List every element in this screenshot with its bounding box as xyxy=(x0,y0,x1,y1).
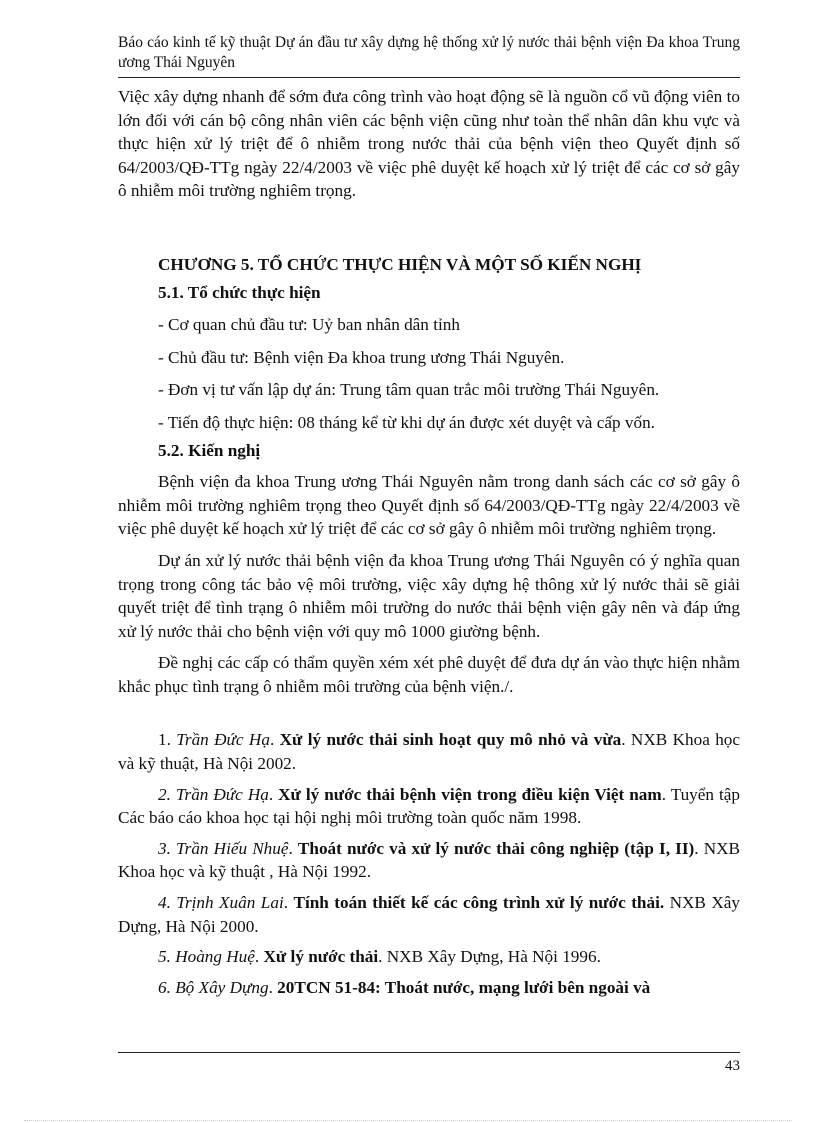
section-1-item: - Cơ quan chủ đầu tư: Uỷ ban nhân dân tỉnh xyxy=(158,315,460,335)
intro-paragraph: Việc xây dựng nhanh để sớm đưa công trình vào hoạt động sẽ là nguồn cổ vũ động viên to lớn đối với cán bộ công nhân viên các bệnh viện cũng như toàn thể nhân dân khu vực và thực hiện xử lý triệt để ô nhiễm trong nước thải của bệnh viện theo Quyết định số 64/2003/QĐ-TTg ngày 22/4/2003 về việc phê duyệt kế hoạch xử lý triệt để các cơ sở gây ô nhiễm môi trường nghiêm trọng. xyxy=(118,87,740,201)
section-2-title: 5.2. Kiến nghị xyxy=(158,440,261,460)
chapter-title: CHƯƠNG 5. TỔ CHỨC THỰC HIỆN VÀ MỘT SỐ KIẾN NGHỊ xyxy=(158,254,642,274)
page-edge-divider xyxy=(24,1120,792,1121)
reference-title: 20TCN 51-84: Thoát nước, mạng lưới bên ngoài và xyxy=(277,977,651,997)
page-number: 43 xyxy=(725,1058,740,1074)
reference-title: Xử lý nước thải bệnh viện trong điều kiện Việt nam xyxy=(278,784,662,804)
reference-item: 5. Hoàng Huệ. Xử lý nước thải. NXB Xây Dựng, Hà Nội 1996. xyxy=(158,947,601,967)
reference-item: 4. Trịnh Xuân Lai. Tính toán thiết kế các công trình xử lý nước thải. NXB Xây Dựng, Hà Nội 2000. xyxy=(118,893,740,936)
reference-number: 1. xyxy=(158,730,171,750)
reference-number: 6. xyxy=(158,977,171,997)
section-1-title: 5.1. Tổ chức thực hiện xyxy=(158,282,321,302)
reference-author: Trần Đức Hạ xyxy=(175,784,269,804)
section-1-item: - Tiến độ thực hiện: 08 tháng kể từ khi dự án được xét duyệt và cấp vốn. xyxy=(158,412,655,432)
reference-author: Trịnh Xuân Lai xyxy=(176,893,284,913)
header-rule xyxy=(118,77,740,78)
reference-list xyxy=(118,728,740,999)
section-2-paragraph: Bệnh viện đa khoa Trung ương Thái Nguyên nằm trong danh sách các cơ sở gây ô nhiễm môi trường nghiêm trọng theo Quyết định số 64/2003/QĐ-TTg ngày 22/4/2003 về việc phê duyệt kế hoạch xử lý triệt để các cơ sở gây ô nhiễm môi trường nghiêm trọng. xyxy=(118,472,740,539)
section-1-item: - Chủ đầu tư: Bệnh viện Đa khoa trung ương Thái Nguyên. xyxy=(158,347,565,367)
reference-author: Hoàng Huệ xyxy=(175,947,255,967)
reference-item: 3. Trần Hiếu Nhuệ. Thoát nước và xử lý nước thải công nghiệp (tập I, II). NXB Khoa học và kỹ thuật , Hà Nội 1992. xyxy=(118,838,740,882)
section-1-item: - Đơn vị tư vấn lập dự án: Trung tâm quan trắc môi trường Thái Nguyên. xyxy=(158,380,660,400)
reference-item: 1. Trần Đức Hạ. Xử lý nước thải sinh hoạt quy mô nhỏ và vừa. NXB Khoa học và kỹ thuật, Hà Nội 2002. xyxy=(118,730,741,774)
reference-details: . NXB Khoa học và kỹ thuật , Hà Nội 1992. xyxy=(118,838,740,882)
reference-details: . NXB Xây Dựng, Hà Nội 1996. xyxy=(378,947,601,967)
reference-number: 3. xyxy=(158,838,171,858)
reference-details: . Tuyển tập Các báo cáo khoa học tại hội nghị môi trường toàn quốc năm 1998. xyxy=(118,784,740,828)
reference-title: Tính toán thiết kế các công trình xử lý nước thải. xyxy=(293,893,665,913)
reference-title: Thoát nước và xử lý nước thải công nghiệp (tập I, II) xyxy=(297,838,695,858)
reference-author: Bộ Xây Dựng xyxy=(175,977,269,997)
reference-item: 6. Bộ Xây Dựng. 20TCN 51-84: Thoát nước, mạng lưới bên ngoài và xyxy=(158,977,651,997)
footer-rule xyxy=(118,1052,740,1053)
reference-author: Trần Hiếu Nhuệ xyxy=(176,838,289,858)
reference-details: . NXB Khoa học và kỹ thuật, Hà Nội 2002. xyxy=(118,730,741,774)
page-body xyxy=(118,85,740,999)
reference-item: 2. Trần Đức Hạ. Xử lý nước thải bệnh viện trong điều kiện Việt nam. Tuyển tập Các báo cáo khoa học tại hội nghị môi trường toàn quốc năm 1998. xyxy=(118,784,740,828)
reference-title: Xử lý nước thải xyxy=(263,947,379,967)
section-2-paragraph: Đề nghị các cấp có thẩm quyền xém xét phê duyệt để đưa dự án vào thực hiện nhằm khắc phục tình trạng ô nhiễm môi trường của bệnh viện./. xyxy=(118,653,740,696)
reference-details: NXB Xây Dựng, Hà Nội 2000. xyxy=(118,893,740,936)
reference-number: 5. xyxy=(158,947,171,967)
reference-number: 4. xyxy=(158,893,171,913)
reference-number: 2. xyxy=(158,784,171,804)
reference-author: Trần Đức Hạ xyxy=(176,730,270,750)
reference-title: Xử lý nước thải sinh hoạt quy mô nhỏ và vừa xyxy=(279,730,622,750)
running-header: Báo cáo kinh tế kỹ thuật Dự án đầu tư xây dựng hệ thống xử lý nước thải bệnh viện Đa khoa Trung ương Thái Nguyên xyxy=(118,34,740,71)
section-2-paragraph: Dự án xử lý nước thải bệnh viện đa khoa Trung ương Thái Nguyên có ý nghĩa quan trọng trong công tác bảo vệ môi trường, việc xây dựng hệ thông xử lý nước thải sẽ giải quyết triệt để tình trạng ô nhiễm môi trường do nước thải bệnh viện gây nên và đáp ứng xử lý nước thải cho bệnh viện với quy mô 1000 giường bệnh. xyxy=(118,550,740,641)
